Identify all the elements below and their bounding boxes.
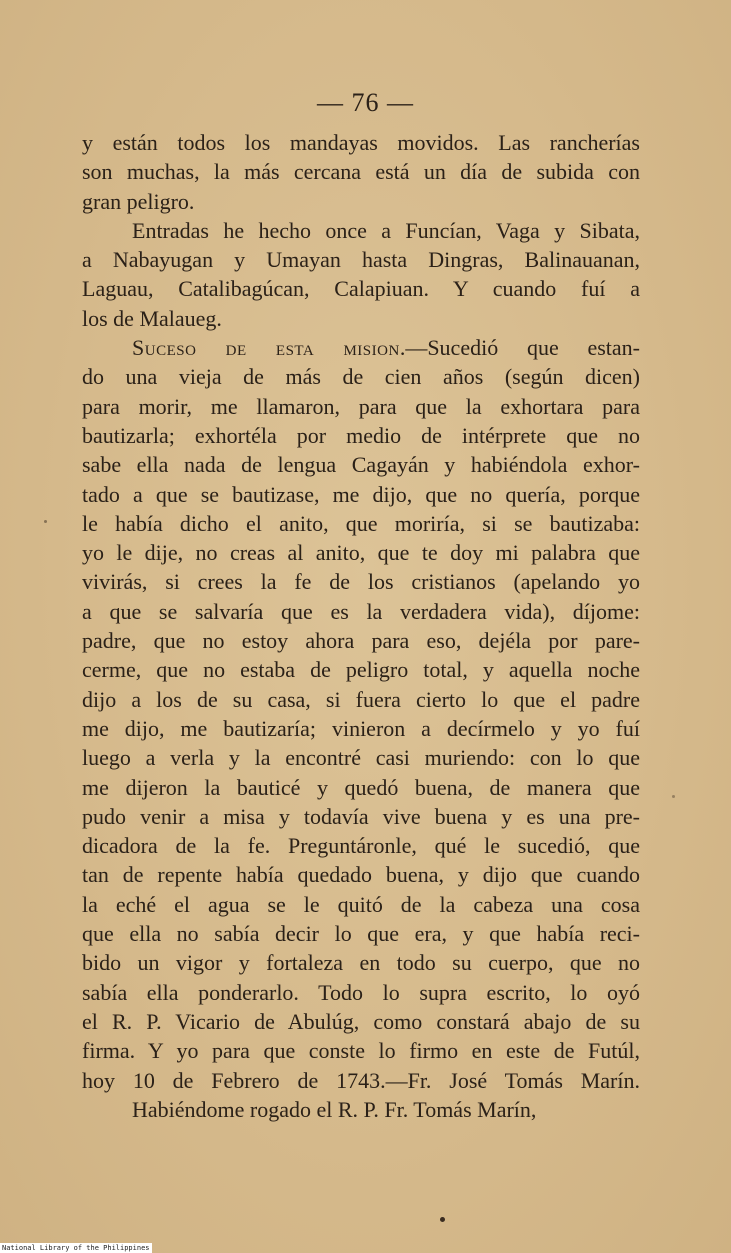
text-line: bautizarla; exhortéla por medio de intérprete que no (82, 422, 640, 448)
text-line: la eché el agua se le quitó de la cabeza una cosa (82, 891, 640, 917)
text-line: sabía ella ponderarlo. Todo lo supra escrito, lo oyó (82, 979, 640, 1005)
body-text (82, 128, 640, 1124)
section-heading-continuation: .—Sucedió que estan- (399, 335, 640, 361)
text-line: a Nabayugan y Umayan hasta Dingras, Balinauanan, (82, 247, 640, 273)
text-line: me dijeron la bauticé y quedó buena, de manera que (82, 774, 640, 800)
text-line: el R. P. Vicario de Abulúg, como constará abajo de su (82, 1008, 640, 1034)
text-line: le había dicho el anito, que moriría, si se bautizaba: (82, 510, 640, 536)
text-line: los de Malaueg. (82, 305, 222, 331)
text-line: padre, que no estoy ahora para eso, dejéla por pare- (82, 628, 640, 654)
text-line: vivirás, si crees la fe de los cristianos (apelando yo (82, 569, 640, 595)
text-line: tan de repente había quedado buena, y dijo que cuando (82, 862, 640, 888)
text-line: yo le dije, no creas al anito, que te doy mi palabra que (82, 540, 640, 566)
text-line: Entradas he hecho once a Funcían, Vaga y Sibata, (132, 217, 640, 243)
text-line: luego a verla y la encontré casi muriendo: con lo que (82, 745, 640, 771)
text-line: Laguau, Catalibagúcan, Calapiuan. Y cuando fuí a (82, 276, 640, 302)
text-line: que ella no sabía decir lo que era, y que había reci- (82, 921, 640, 947)
text-line: y están todos los mandayas movidos. Las rancherías (82, 130, 640, 155)
section-heading: Suceso de esta mision (132, 335, 400, 361)
library-credit: National Library of the Philippines (2, 1244, 150, 1252)
text-line: pudo venir a misa y todavía vive buena y es una pre- (82, 803, 640, 829)
text-line: a que se salvaría que es la verdadera vida), díjome: (82, 598, 640, 624)
section-heading-line (82, 333, 640, 362)
text-line: para morir, me llamaron, para que la exhortara para (82, 393, 640, 419)
text-line: son muchas, la más cercana está un día de subida con (82, 159, 640, 185)
text-line: bido un vigor y fortaleza en todo su cuerpo, que no (82, 950, 640, 976)
text-line: hoy 10 de Febrero de 1743.—Fr. José Tomás Marín. (82, 1067, 640, 1093)
ink-speck (44, 520, 47, 523)
page-number: — 76 — (317, 88, 414, 117)
text-line: Habiéndome rogado el R. P. Fr. Tomás Marín, (132, 1096, 537, 1122)
text-line: dicadora de la fe. Preguntáronle, qué le sucedió, que (82, 833, 640, 859)
text-line: me dijo, me bautizaría; vinieron a decírmelo y yo fuí (82, 715, 640, 741)
text-line: do una vieja de más de cien años (según dicen) (82, 364, 640, 390)
text-line: firma. Y yo para que conste lo firmo en este de Futúl, (82, 1038, 640, 1064)
text-line: cerme, que no estaba de peligro total, y aquella noche (82, 657, 640, 683)
ink-speck (672, 795, 675, 798)
ink-speck (440, 1217, 445, 1222)
text-line: dijo a los de su casa, si fuera cierto lo que el padre (82, 686, 640, 712)
text-line: tado a que se bautizase, me dijo, que no quería, porque (82, 481, 640, 507)
text-line: gran peligro. (82, 188, 195, 214)
text-line: sabe ella nada de lengua Cagayán y habiéndola exhor- (82, 452, 640, 478)
